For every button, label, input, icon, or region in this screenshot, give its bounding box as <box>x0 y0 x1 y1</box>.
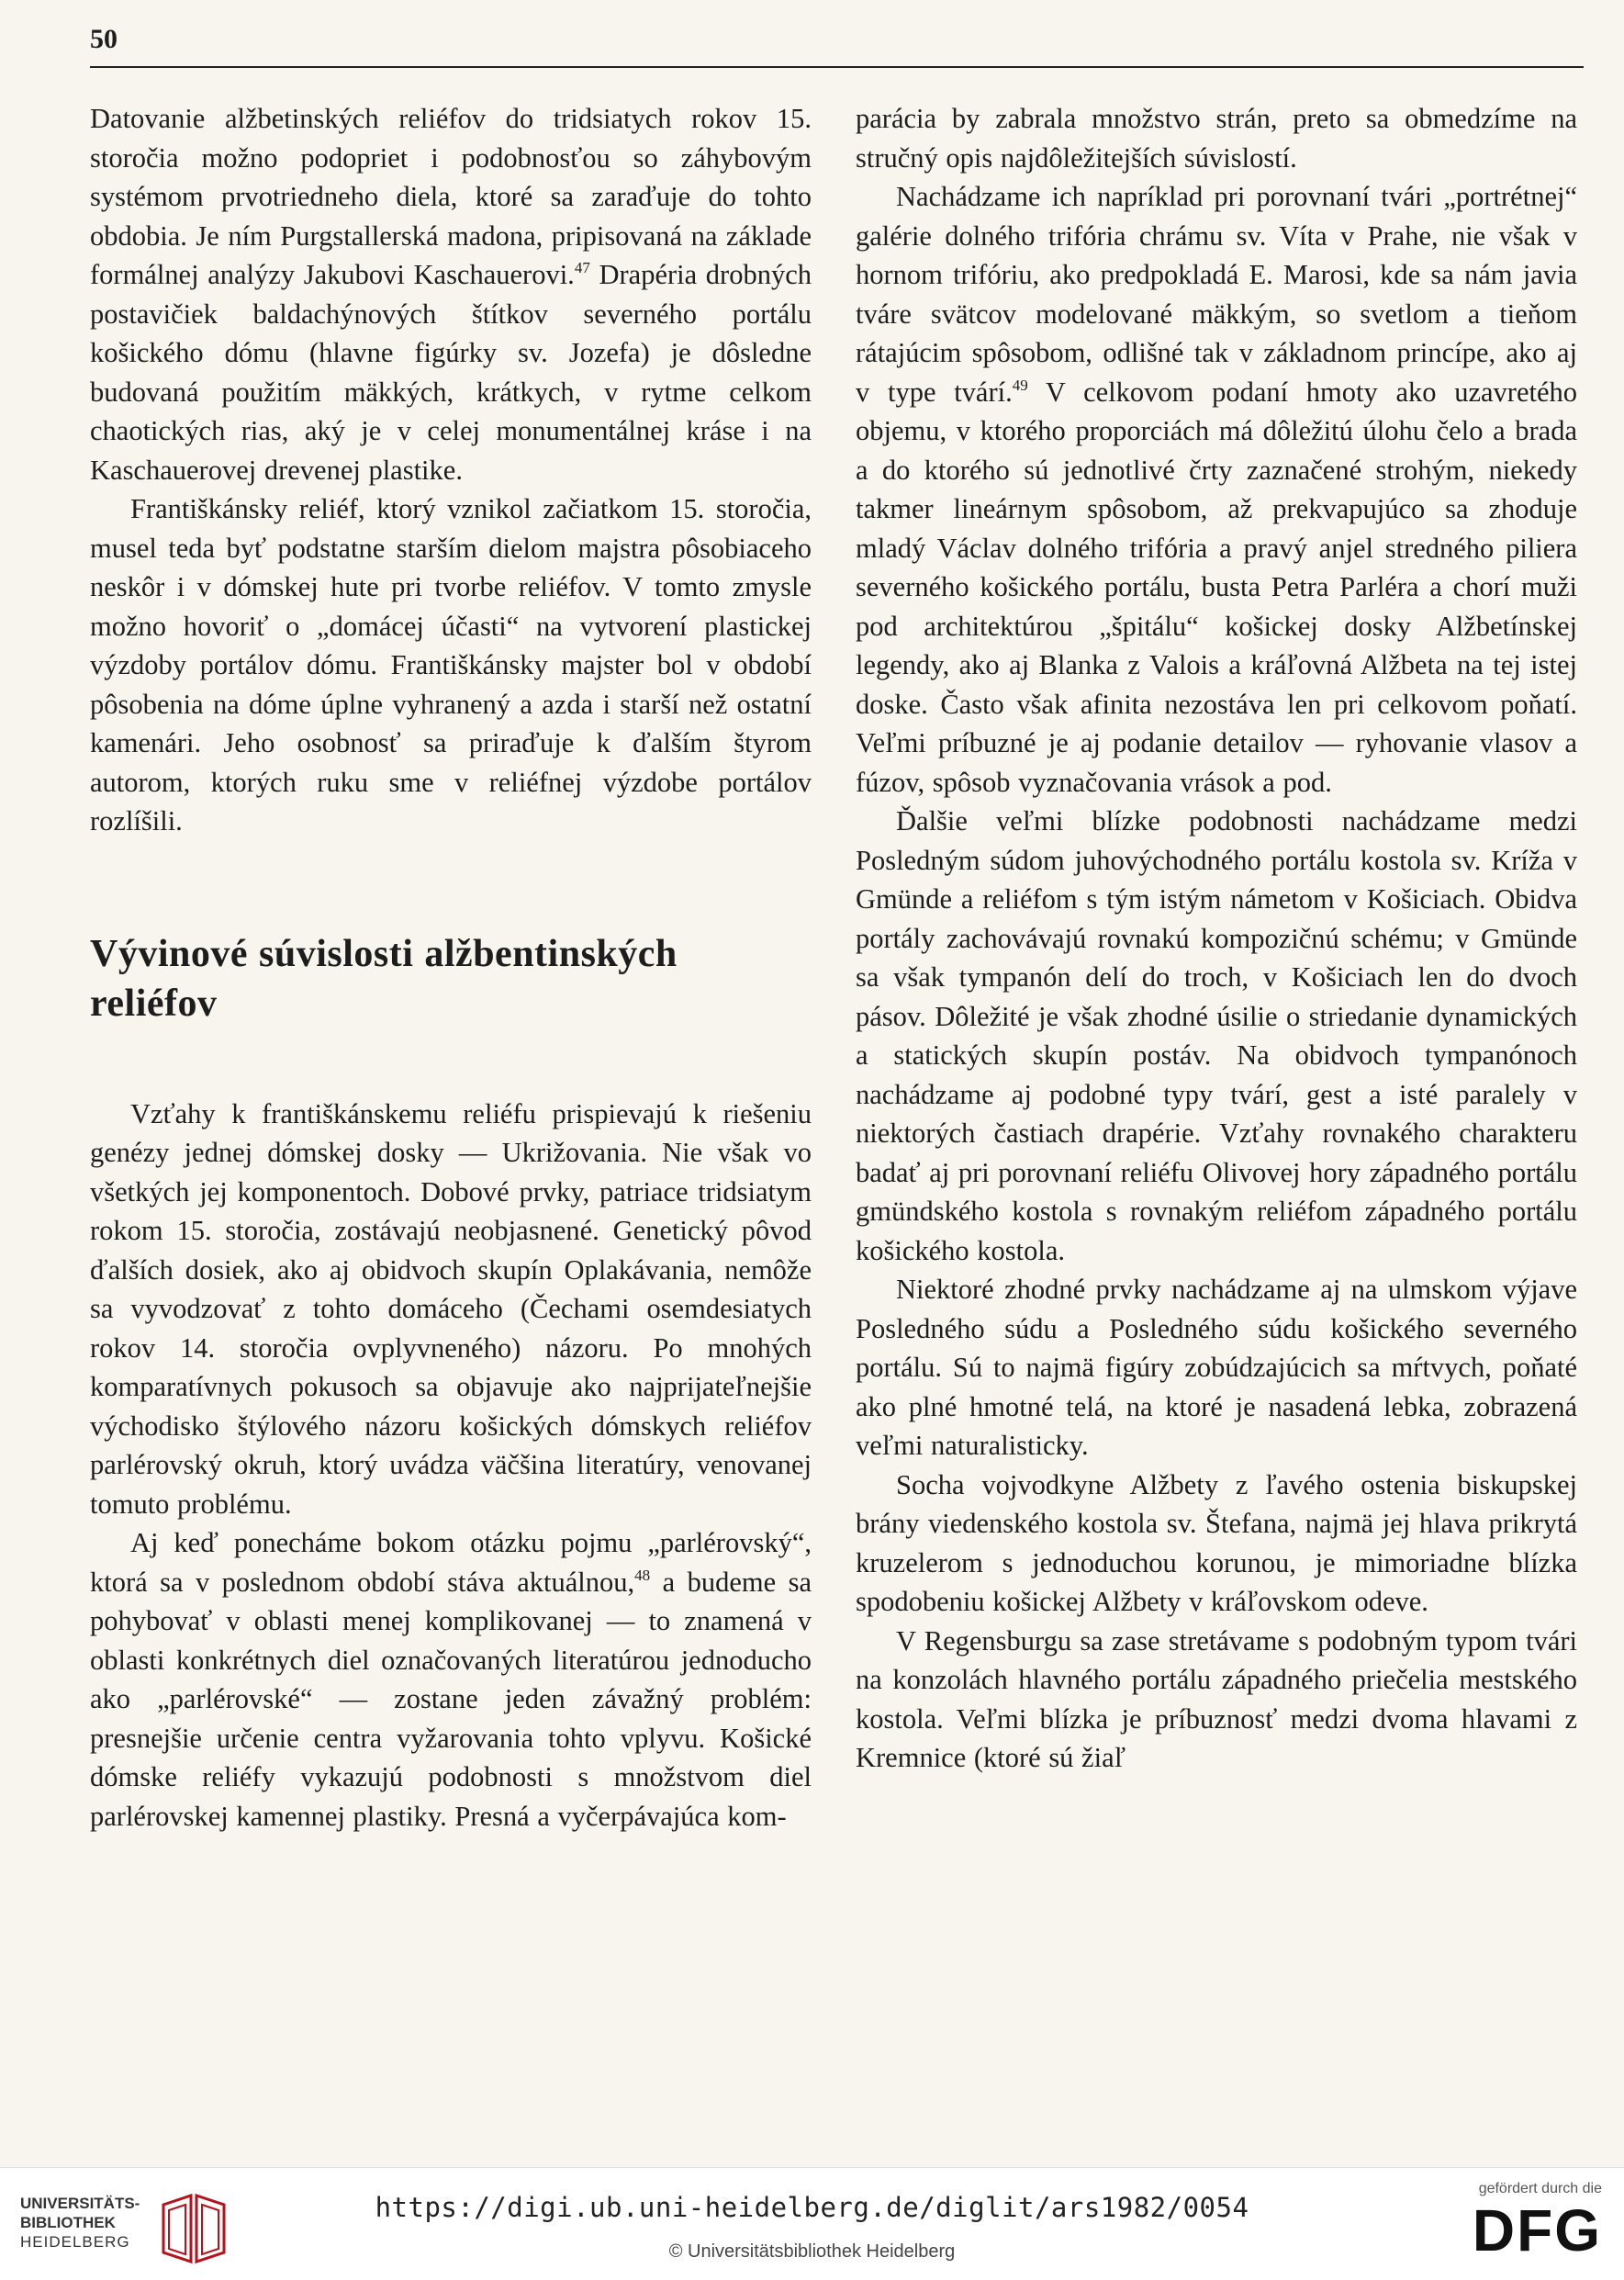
footnote-ref: 48 <box>634 1566 651 1584</box>
paragraph: Socha vojvodkyne Alžbety z ľavého ostenia biskupskej brány viedenského kostola sv. Štefana, najmä jej hlava prikrytá kruzelerom s jednoduchou korunou, je mimoriadne blízka spodobeniu košickej Alžbety v kráľovskom odeve. <box>856 1468 1577 1617</box>
paragraph: Niektoré zhodné prvky nachádzame aj na ulmskom výjave Posledného súdu a Posledného súdu košického severného portálu. Sú to najmä figúry zobúdzajúcich sa mŕtvych, poňaté ako plné hmotné telá, na ktoré je nasadená lebka, zobrazená veľmi naturalisticky. <box>856 1274 1577 1461</box>
paragraph: parácia by zabrala množstvo strán, preto sa obmedzíme na stručný opis najdôležitejších súvislostí. <box>856 103 1577 174</box>
left-column <box>90 99 812 1836</box>
funder-caption: gefördert durch die <box>1478 2181 1602 2196</box>
paragraph: Nachádzame ich napríklad pri porovnaní tvári „portrétnej“ galérie dolného trifória chrámu sv. Víta v Prahe, nie však v hornom trifóriu, ako predpokladá E. Marosi, kde sa nám javia tváre svätcov modelované mäkkým, so svetlom a tieňom rátajúcim spôsobom, odlišné tak v základnom princípe, ako aj v type tvárí.$^{49}$ V celkovom podaní hmoty ako uzavretého objemu, v ktorého proporciách má dôležitú úlohu čelo a brada a do ktorého sú jednotlivé črty zaznačené strohým, niekedy takmer lineárnym spôsobom, až prekvapujúco sa zhoduje mladý Václav dolného trifória a pravý anjel stredného piliera severného košického portálu, busta Petra Parléra a chorí muži pod architektúrou „špitálu“ košickej dosky Alžbetínskej legendy, ako aj Blanka z Valois a kráľovná Alžbeta na tej istej doske. Často však afinita nezostáva len pri celkovom poňatí. Veľmi príbuzné je aj podanie detailov — ryhovanie vlasov a fúzov, spôsob vyznačovania vrások a pod. <box>856 181 1577 798</box>
footnote-ref: 49 <box>1012 376 1028 394</box>
copyright-text: © Universitätsbibliothek Heidelberg <box>668 2241 956 2262</box>
paragraph: Aj keď ponecháme bokom otázku pojmu „parlérovský“, ktorá sa v poslednom období stáva aktuálnou,$^{48}$ a budeme sa pohybovať v oblasti menej komplikovanej — to znamená v oblasti konkrétnych diel označovaných literatúrou jednoducho ako „parlérovské“ — zostane jeden závažný problém: presnejšie určenie centra vyžarovania tohto vplyvu. Košické dómske reliéfy vykazujú podobnosti s množstvom diel parlérovskej kamennej plastiky. Presná a vyčerpávajúca kom- <box>90 1527 812 1832</box>
footer-bar <box>0 2167 1624 2280</box>
section-heading: Vývinové súvislosti alžbentinských reliéfov <box>90 932 678 1025</box>
header-rule <box>90 66 1584 68</box>
right-column <box>856 99 1577 1778</box>
paragraph: V Regensburgu sa zase stretávame s podobným typom tvári na konzolách hlavného portálu západného priečelia mestského kostola. Veľmi blízka je príbuznosť medzi dvoma hlavami z Kremnice (ktoré sú žiaľ <box>856 1624 1577 1773</box>
document-url-link[interactable]: https://digi.ub.uni-heidelberg.de/diglit/ars1982/0054 <box>375 2192 1249 2223</box>
paragraph: Františkánsky reliéf, ktorý vznikol začiatkom 15. storočia, musel teda byť podstatne starším dielom majstra pôsobiaceho neskôr i v dómskej hute pri tvorbe reliéfov. V tomto zmysle možno hovoriť o „domácej účasti“ na vytvorení plastickej výzdoby portálov dómu. Františkánsky majster bol v období pôsobenia na dóme úplne vyhranený a azda i starší než ostatní kamenári. Jeho osobnosť sa priraďuje k ďalším štyrom autorom, ktorých ruku sme v reliéfnej výzdobe portálov rozlíšili. <box>90 493 812 837</box>
page-number: 50 <box>90 24 118 54</box>
paragraph: Datovanie alžbetinských reliéfov do tridsiatych rokov 15. storočia možno podopriet i podobnosťou so záhybovým systémom prvotriedneho diela, ktoré sa zaraďuje do tohto obdobia. Je ním Purgstallerská madona, pripisovaná na základe formálnej analýzy Jakubovi Kaschauerovi.$^{47}$ Drapéria drobných postavičiek baldachýnových štítkov severného portálu košického dómu (hlavne figúrky sv. Jozefa) je dôsledne budovaná použitím mäkkých, krátkych, v rytme celkom chaotických rias, aký je v celej monumentálnej kráse i na Kaschauerovej drevenej plastike. <box>90 103 812 486</box>
dfg-mark: DFG <box>1472 2197 1602 2263</box>
footnote-ref: 47 <box>574 259 590 276</box>
paragraph: Vzťahy k františkánskemu reliéfu prispievajú k riešeniu genézy jednej dómskej dosky — Ukrižovania. Nie však vo všetkých jej komponentoch. Dobové prvky, patriace tridsiatym rokom 15. storočia, zostávajú neobjasnené. Genetický pôvod ďalších dosiek, ako aj obidvoch skupín Oplakávania, nemôže sa vyvodzovať z tohto domáceho (Čechami osemdesiatych rokov 14. storočia ovplyvneného) názoru. Po mnohých komparatívnych pokusoch sa objavuje ako najprijateľnejšie východisko štýlového názoru košických dómskych reliéfov parlérovský okruh, ktorý uvádza väčšina literatúry, venovanej tomuto problému. <box>90 1097 812 1520</box>
dfg-logo[interactable] <box>1437 2181 1602 2263</box>
library-name: UNIVERSITÄTS- BIBLIOTHEK HEIDELBERG <box>20 2195 140 2251</box>
paragraph: Ďalšie veľmi blízke podobnosti nachádzame medzi Posledným súdom juhovýchodného portálu kostola sv. Kríža v Gmünde a reliéfom s tým istým námetom v Košiciach. Obidva portály zachovávajú rovnakú kompozičnú schému; v Gmünde sa však tympanón delí do troch, v Košiciach len do dvoch pásov. Dôležité je však zhodné úsilie o striedanie dynamických a statických skupín postáv. Na obidvoch tympanónoch nachádzame aj podobné typy tvárí, gest a isté paralely v niektorých častiach drapérie. Vzťahy rovnakého charakteru badať aj pri porovnaní reliéfu Olivovej hory západného portálu gmündského kostola s rovnakým reliéfom západného portálu košického kostola. <box>856 805 1577 1266</box>
